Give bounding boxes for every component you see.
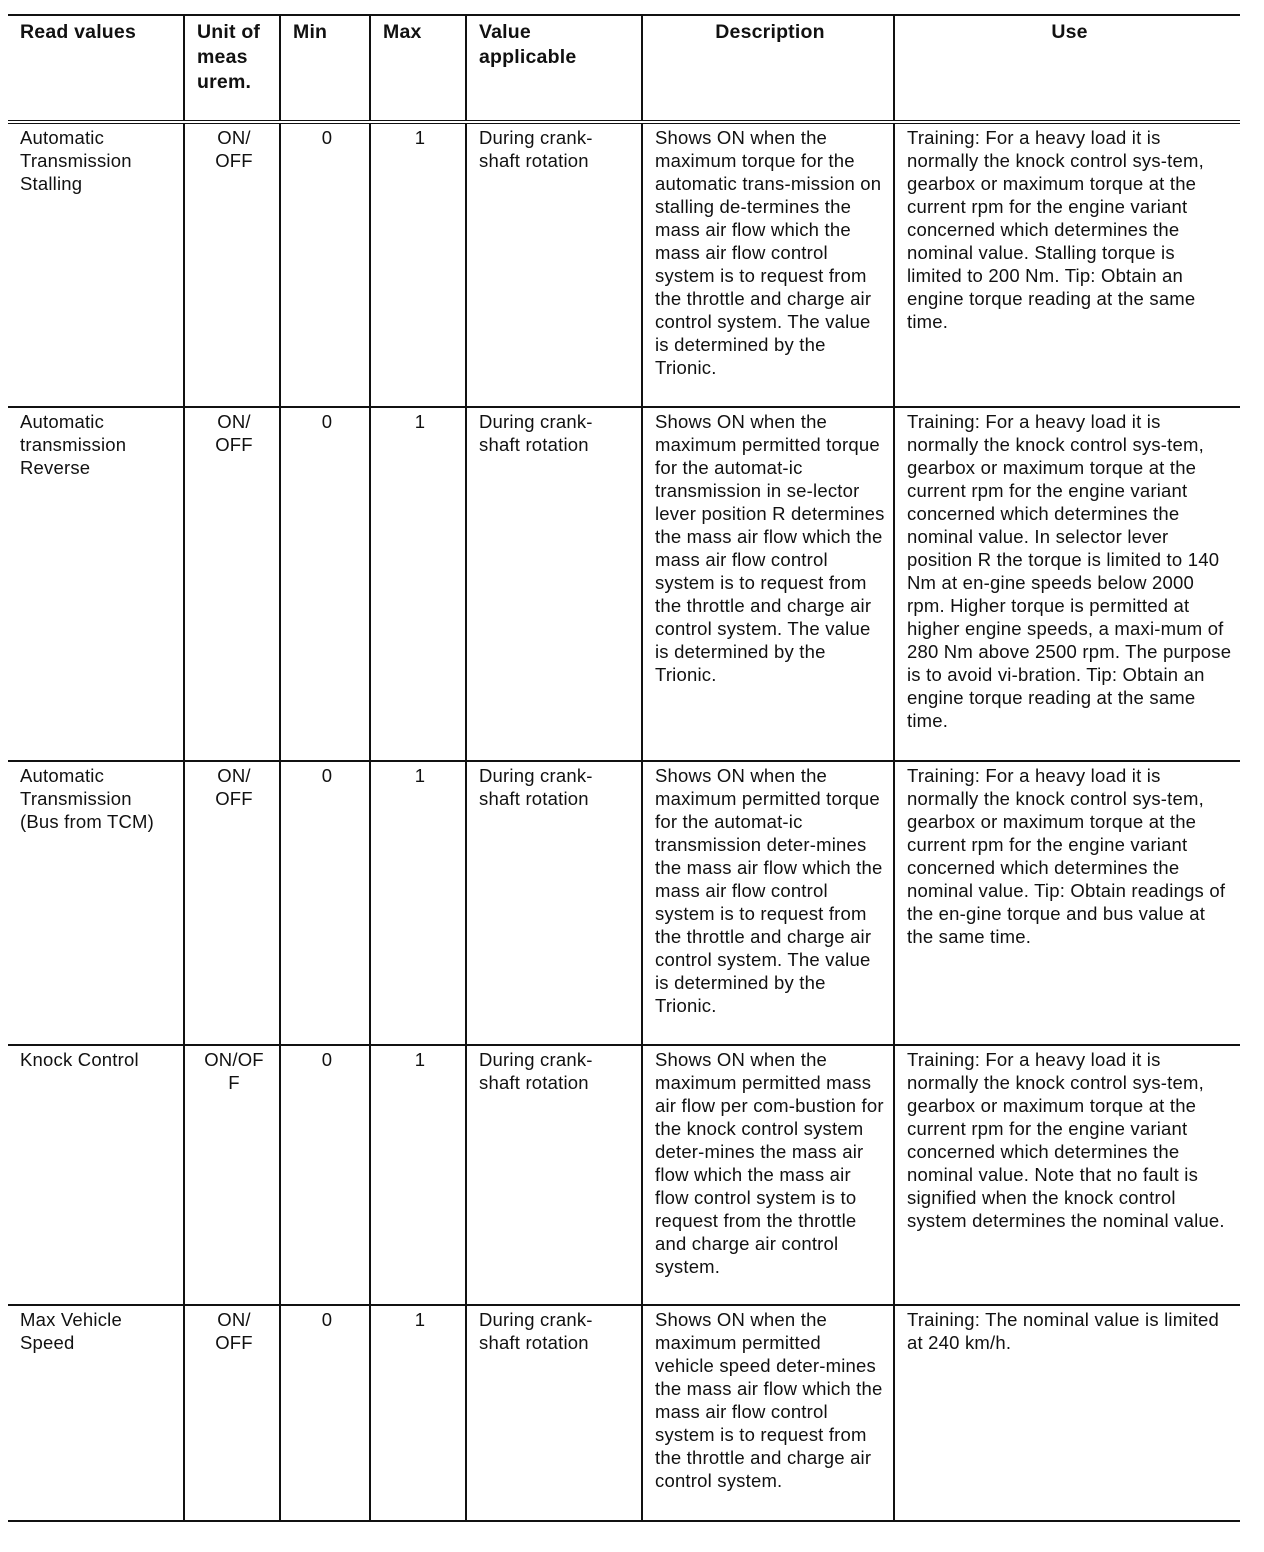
cell-min: 0 xyxy=(280,761,370,1045)
cell-value-applicable: During crank-shaft rotation xyxy=(466,1305,642,1521)
cell-max: 1 xyxy=(370,122,466,407)
cell-description: Shows ON when the maximum permitted torque for the automat-ic transmission deter-mines the mass air flow which the mass air flow control system is to request from the throttle and charge air control system. The value is determined by the Trionic. xyxy=(642,761,894,1045)
header-unit: Unit of meas urem. xyxy=(184,15,280,122)
cell-read-value: Automatic Transmission (Bus from TCM) xyxy=(8,761,184,1045)
table-header-row xyxy=(8,15,1240,122)
cell-max: 1 xyxy=(370,407,466,761)
document-page xyxy=(8,14,1240,1522)
cell-value-applicable: During crank-shaft rotation xyxy=(466,407,642,761)
cell-unit: ON/OF F xyxy=(184,1045,280,1305)
header-description: Description xyxy=(642,15,894,122)
table-row xyxy=(8,1305,1240,1521)
cell-max: 1 xyxy=(370,1045,466,1305)
cell-min: 0 xyxy=(280,407,370,761)
cell-value-applicable: During crank-shaft rotation xyxy=(466,761,642,1045)
cell-use: Training: For a heavy load it is normally the knock control sys-tem, gearbox or maximum torque at the current rpm for the engine variant concerned which determines the nominal value. Note that no fault is signified when the knock control system determines the nominal value. xyxy=(894,1045,1240,1305)
cell-description: Shows ON when the maximum torque for the automatic trans-mission on stalling de-termines the mass air flow which the mass air flow control system is to request from the throttle and charge air control system. The value is determined by the Trionic. xyxy=(642,122,894,407)
cell-use: Training: The nominal value is limited at 240 km/h. xyxy=(894,1305,1240,1521)
cell-read-value: Automatic Transmission Stalling xyxy=(8,122,184,407)
cell-max: 1 xyxy=(370,761,466,1045)
cell-use: Training: For a heavy load it is normally the knock control sys-tem, gearbox or maximum torque at the current rpm for the engine variant concerned which determines the nominal value. In selector lever position R the torque is limited to 140 Nm at en-gine speeds below 2000 rpm. Higher torque is permitted at higher engine speeds, a maxi-mum of 280 Nm above 2500 rpm. The purpose is to avoid vi-bration. Tip: Obtain an engine torque reading at the same time. xyxy=(894,407,1240,761)
cell-unit: ON/ OFF xyxy=(184,122,280,407)
header-use: Use xyxy=(894,15,1240,122)
cell-description: Shows ON when the maximum permitted vehicle speed deter-mines the mass air flow which the mass air flow control system is to request from the throttle and charge air control system. xyxy=(642,1305,894,1521)
cell-value-applicable: During crank-shaft rotation xyxy=(466,122,642,407)
header-read-values: Read values xyxy=(8,15,184,122)
cell-unit: ON/ OFF xyxy=(184,1305,280,1521)
cell-read-value: Automatic transmission Reverse xyxy=(8,407,184,761)
table-row xyxy=(8,122,1240,407)
cell-use: Training: For a heavy load it is normally the knock control sys-tem, gearbox or maximum torque at the current rpm for the engine variant concerned which determines the nominal value. Stalling torque is limited to 200 Nm. Tip: Obtain an engine torque reading at the same time. xyxy=(894,122,1240,407)
header-value-applicable: Value applicable xyxy=(466,15,642,122)
cell-description: Shows ON when the maximum permitted torque for the automat-ic transmission in se-lector lever position R determines the mass air flow which the mass air flow control system is to request from the throttle and charge air control system. The value is determined by the Trionic. xyxy=(642,407,894,761)
cell-read-value: Max Vehicle Speed xyxy=(8,1305,184,1521)
header-min: Min xyxy=(280,15,370,122)
cell-value-applicable: During crank-shaft rotation xyxy=(466,1045,642,1305)
table-row xyxy=(8,761,1240,1045)
cell-read-value: Knock Control xyxy=(8,1045,184,1305)
cell-min: 0 xyxy=(280,1305,370,1521)
cell-min: 0 xyxy=(280,122,370,407)
read-values-table xyxy=(8,14,1240,1522)
cell-unit: ON/ OFF xyxy=(184,407,280,761)
cell-description: Shows ON when the maximum permitted mass air flow per com-bustion for the knock control system deter-mines the mass air flow which the mass air flow control system is to request from the throttle and charge air control system. xyxy=(642,1045,894,1305)
table-row xyxy=(8,407,1240,761)
cell-unit: ON/ OFF xyxy=(184,761,280,1045)
cell-use: Training: For a heavy load it is normally the knock control sys-tem, gearbox or maximum torque at the current rpm for the engine variant concerned which determines the nominal value. Tip: Obtain readings of the en-gine torque and bus value at the same time. xyxy=(894,761,1240,1045)
table-row xyxy=(8,1045,1240,1305)
header-max: Max xyxy=(370,15,466,122)
cell-max: 1 xyxy=(370,1305,466,1521)
cell-min: 0 xyxy=(280,1045,370,1305)
